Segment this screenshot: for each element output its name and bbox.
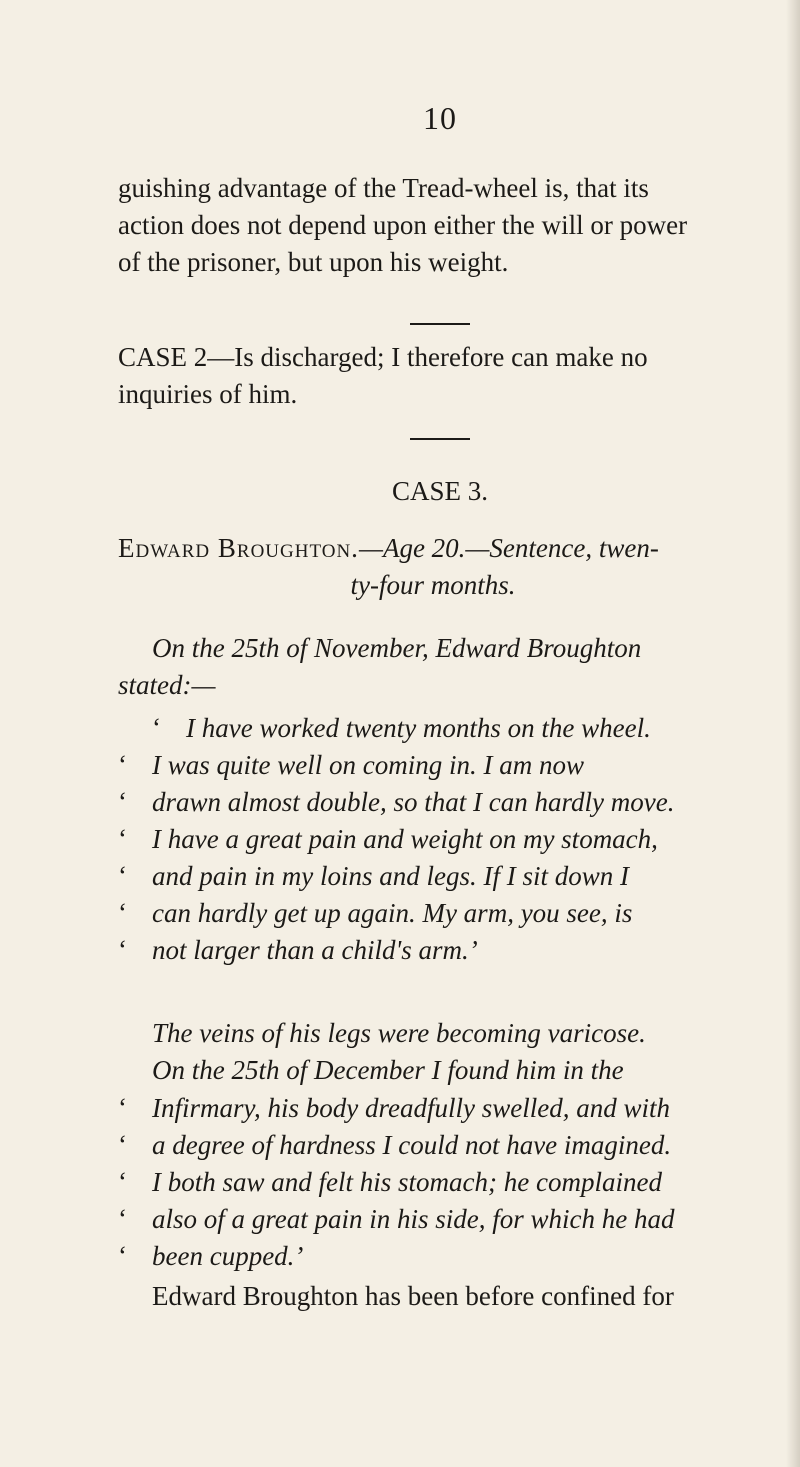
age-sentence: —Age 20.—Sentence, twen- [358, 533, 659, 563]
stated-line-2: stated:— [118, 670, 216, 700]
paragraph-tread-wheel [118, 170, 718, 281]
quote-line: ‘ drawn almost double, so that I can hardly move. [118, 787, 675, 817]
text-line: of the prisoner, but upon his weight. [118, 247, 509, 277]
page-edge-shadow [786, 0, 800, 1467]
quote-line: ‘ I have worked twenty months on the wheel. [152, 713, 651, 743]
quote-block-2 [118, 1090, 718, 1275]
quote-line: ‘ not larger than a child's arm.’ [118, 935, 478, 965]
quote-line: ‘ Infirmary, his body dreadfully swelled, and with [118, 1093, 670, 1123]
page-number: 10 [423, 100, 457, 136]
text-line [118, 530, 718, 567]
text-line: CASE 2—Is discharged; I therefore can make no [118, 342, 648, 372]
quote-line: ‘ a degree of hardness I could not have imagined. [118, 1130, 672, 1160]
case-3-heading: CASE 3. [391, 476, 489, 506]
text-line: ty-four months. [350, 570, 516, 600]
text-line: inquiries of him. [118, 379, 298, 409]
quote-line: ‘ I have a great pain and weight on my stomach, [118, 824, 658, 854]
veins-line: The veins of his legs were becoming varicose. [152, 1018, 646, 1048]
section-divider [410, 438, 470, 440]
prisoner-name: Edward Broughton. [118, 533, 359, 563]
quote-line: ‘ been cupped.’ [118, 1241, 304, 1271]
quote-line: ‘ also of a great pain in his side, for which he had [118, 1204, 675, 1234]
last-line: Edward Broughton has been before confined for [152, 1281, 674, 1311]
quote-line: ‘ I was quite well on coming in. I am now [118, 750, 584, 780]
stated-line-1: On the 25th of November, Edward Broughton [152, 633, 642, 663]
section-divider [410, 323, 470, 325]
quote-line: ‘ and pain in my loins and legs. If I sit down I [118, 861, 629, 891]
case-3-intro [118, 530, 718, 604]
quote-line: ‘ I both saw and felt his stomach; he complained [118, 1167, 662, 1197]
december-line: On the 25th of December I found him in the [152, 1055, 624, 1085]
paragraph-case-2 [118, 339, 718, 413]
quote-line: ‘ can hardly get up again. My arm, you see, is [118, 898, 633, 928]
text-line: guishing advantage of the Tread-wheel is, that its [118, 173, 649, 203]
text-line: action does not depend upon either the will or power [118, 210, 688, 240]
quote-block-1 [118, 710, 718, 969]
